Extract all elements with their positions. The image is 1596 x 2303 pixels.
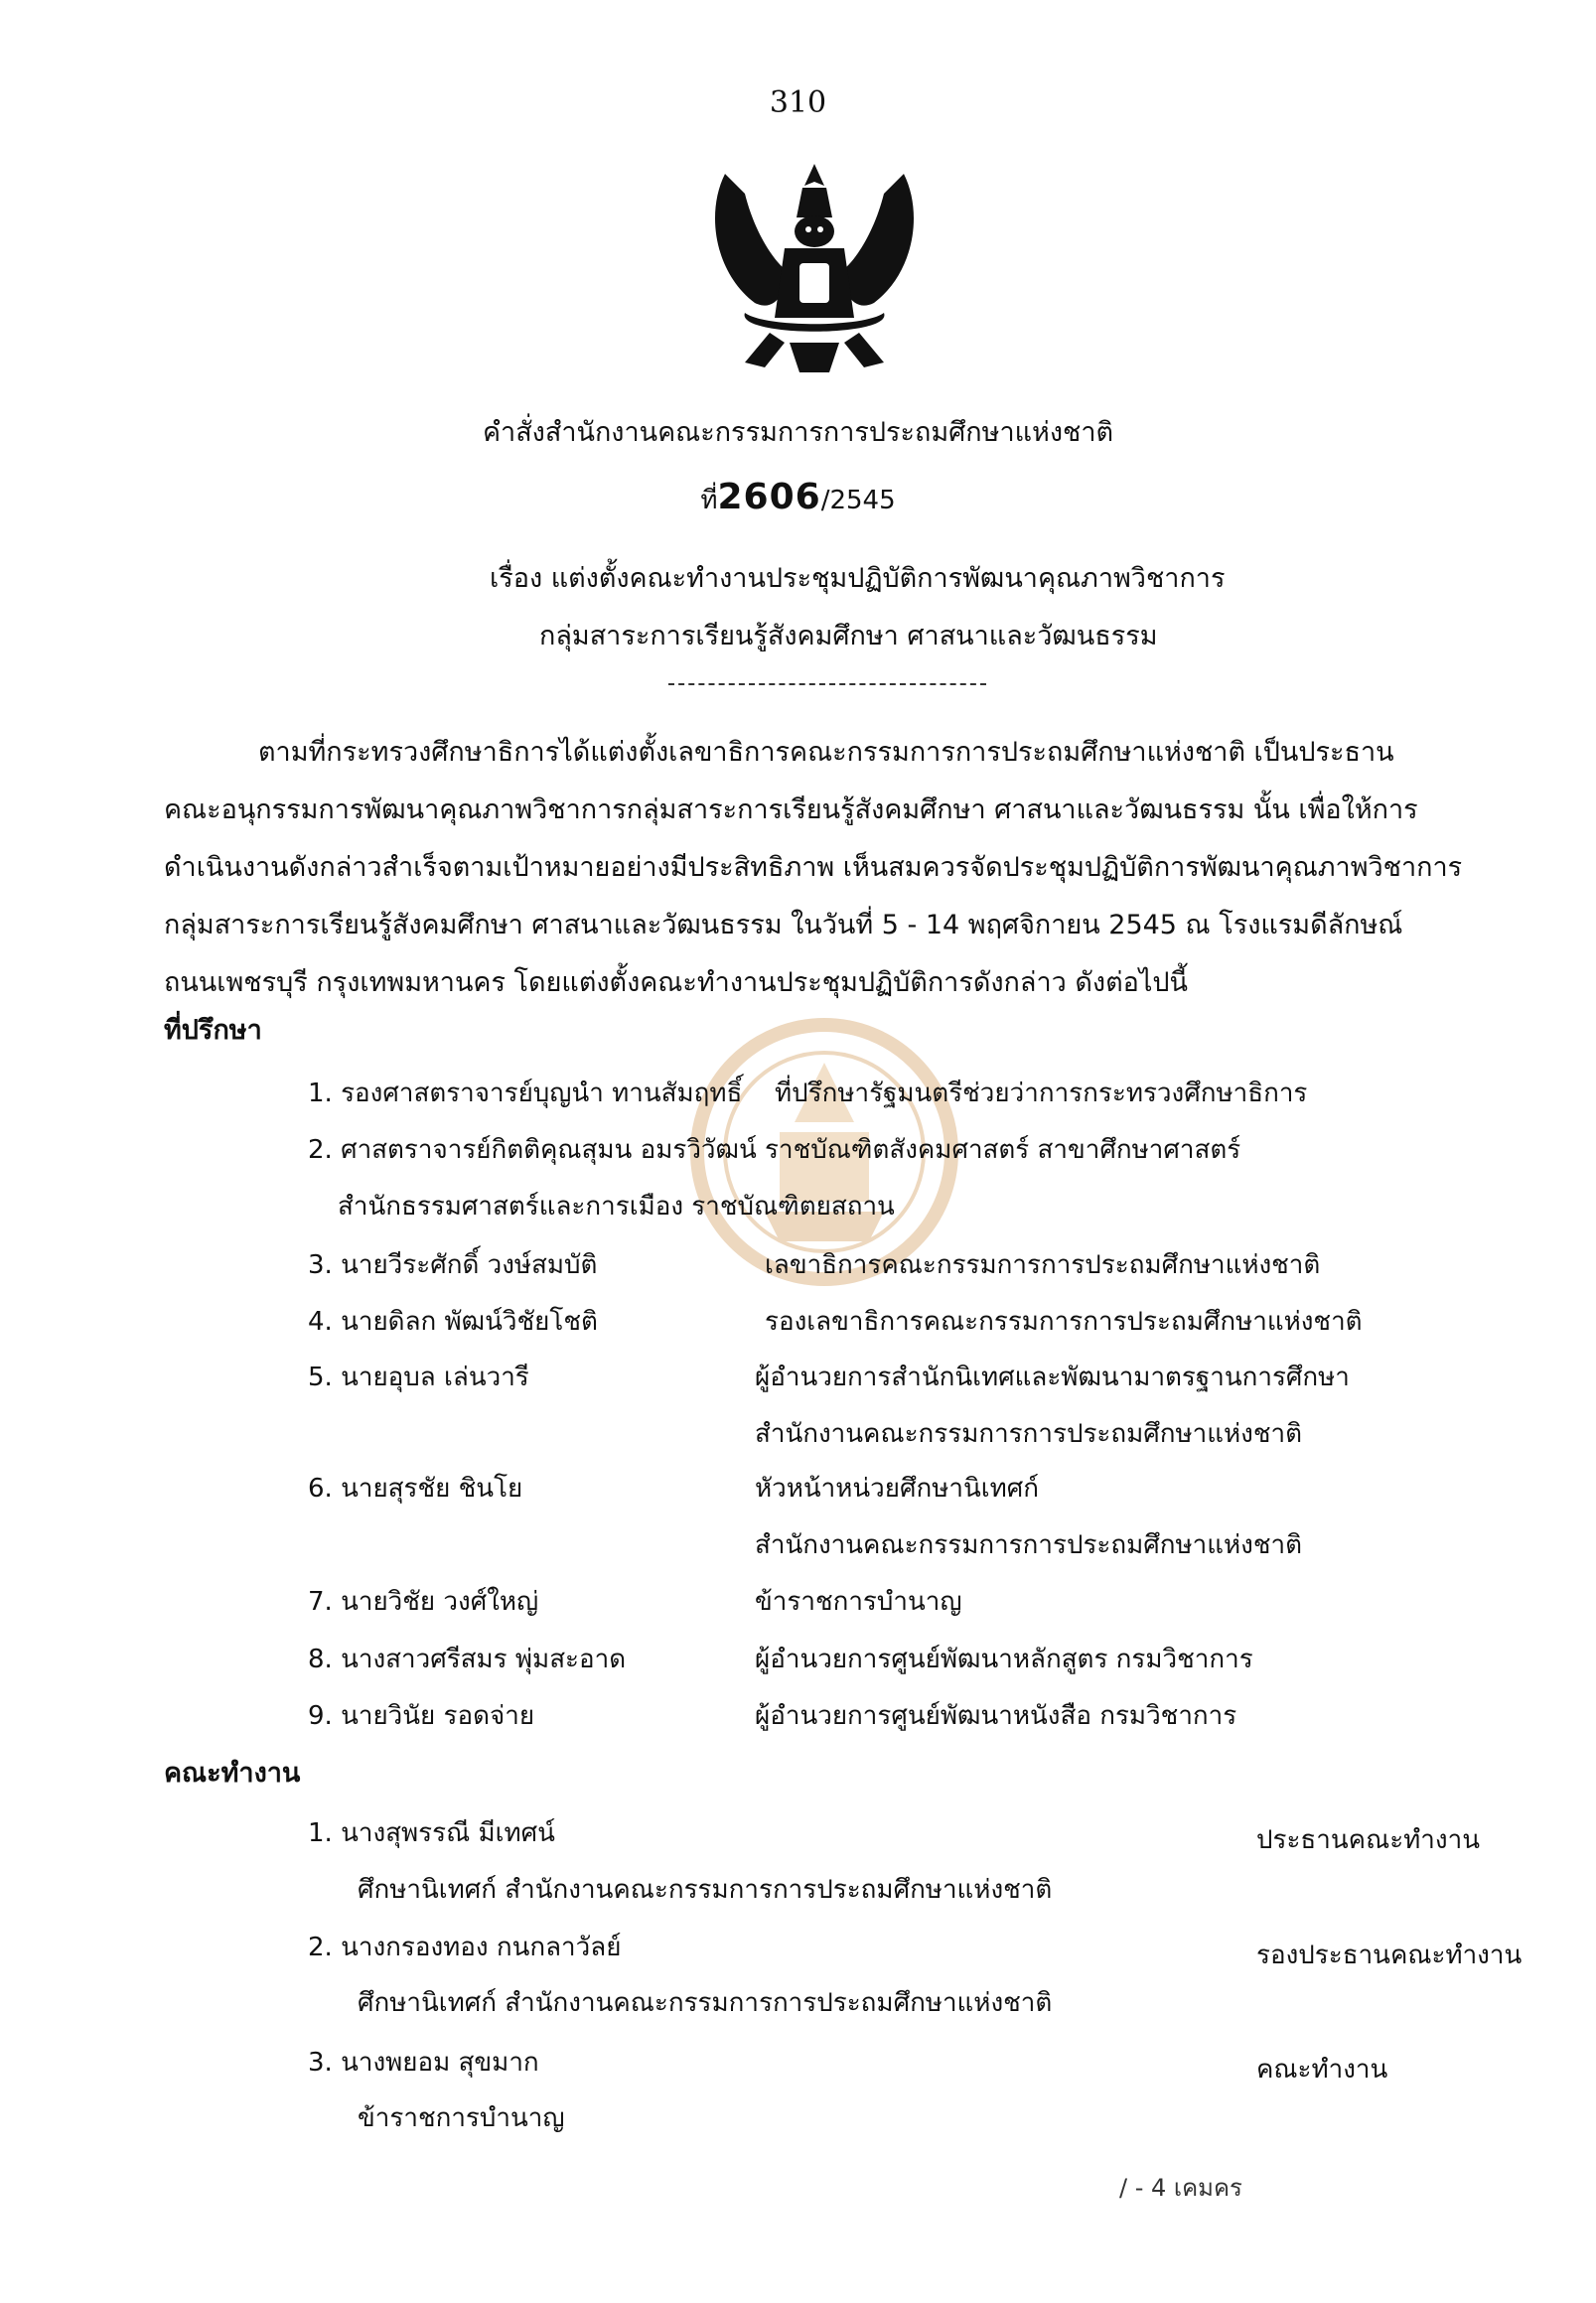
advisor-name: 5. นายอุบล เล่นวารี <box>308 1363 529 1392</box>
advisor-position: สำนักงานคณะกรรมการการประถมศึกษาแห่งชาติ <box>755 1419 1302 1449</box>
committee-member-detail: ศึกษานิเทศก์ สำนักงานคณะกรรมการการประถมศึกษาแห่งชาติ <box>358 1988 1053 2018</box>
body-line: ถนนเพชรบุรี กรุงเทพมหานคร โดยแต่งตั้งคณะทำงานประชุมปฏิบัติการดังกล่าว ดังต่อไปนี้ <box>164 967 1188 998</box>
committee-member-name: 1. นางสุพรรณี มีเทศน์ <box>308 1818 555 1848</box>
committee-heading: คณะทำงาน <box>164 1758 301 1789</box>
advisor-name: 1. รองศาสตราจารย์บุญนำ ทานสัมฤทธิ์ <box>308 1079 743 1108</box>
order-number-value: 2606 <box>717 477 821 517</box>
order-title: คำสั่งสำนักงานคณะกรรมการการประถมศึกษาแห่งชาติ <box>482 417 1114 448</box>
body-line: ดำเนินงานดังกล่าวสำเร็จตามเป้าหมายอย่างมีประสิทธิภาพ เห็นสมควรจัดประชุมปฏิบัติการพัฒนาคุณภาพวิชาการ <box>164 852 1463 883</box>
divider-rule <box>668 683 986 685</box>
advisor-position: ที่ปรึกษารัฐมนตรีช่วยว่าการกระทรวงศึกษาธิการ <box>775 1079 1308 1108</box>
advisor-name: 9. นายวินัย รอดจ่าย <box>308 1701 535 1731</box>
advisor-name: 3. นายวีระศักดิ์ วงษ์สมบัติ <box>308 1250 598 1280</box>
page-number: 310 <box>769 85 827 120</box>
garuda-emblem-icon <box>685 154 943 387</box>
order-number <box>0 477 1596 520</box>
committee-member-role: รองประธานคณะทำงาน <box>1256 1941 1523 1970</box>
subject-line-1: เรื่อง แต่งตั้งคณะทำงานประชุมปฏิบัติการพัฒนาคุณภาพวิชาการ <box>490 563 1226 594</box>
advisor-position: ผู้อำนวยการศูนย์พัฒนาหลักสูตร กรมวิชาการ <box>755 1645 1253 1674</box>
advisor-position: ผู้อำนวยการศูนย์พัฒนาหนังสือ กรมวิชาการ <box>755 1701 1237 1731</box>
order-number-year: /2545 <box>820 486 896 515</box>
body-line: ตามที่กระทรวงศึกษาธิการได้แต่งตั้งเลขาธิการคณะกรรมการการประถมศึกษาแห่งชาติ เป็นประธาน <box>258 737 1394 768</box>
committee-member-detail: ข้าราชการบำนาญ <box>358 2103 565 2133</box>
advisor-position: ผู้อำนวยการสำนักนิเทศและพัฒนามาตรฐานการศึกษา <box>755 1363 1350 1392</box>
body-line: กลุ่มสาระการเรียนรู้สังคมศึกษา ศาสนาและวัฒนธรรม ในวันที่ 5 - 14 พฤศจิกายน 2545 ณ โรงแรมดีลักษณ์ <box>164 910 1403 940</box>
advisor-position: สำนักงานคณะกรรมการการประถมศึกษาแห่งชาติ <box>755 1530 1302 1560</box>
page-continuation-note: / - 4 เคมคร <box>1119 2174 1242 2202</box>
committee-member-role: ประธานคณะทำงาน <box>1256 1825 1480 1855</box>
advisor-name-continued: สำนักธรรมศาสตร์และการเมือง ราชบัณฑิตยสถาน <box>338 1192 895 1222</box>
advisor-name: 2. ศาสตราจารย์กิตติคุณสุมน อมรวิวัฒน์ ราชบัณฑิตสังคมศาสตร์ สาขาศึกษาศาสตร์ <box>308 1135 1241 1165</box>
advisor-name: 7. นายวิชัย วงศ์ใหญ่ <box>308 1587 539 1617</box>
committee-member-name: 2. นางกรองทอง กนกลาวัลย์ <box>308 1933 622 1962</box>
advisors-heading: ที่ปรึกษา <box>164 1015 262 1046</box>
advisor-name: 4. นายดิลก พัฒน์วิชัยโชติ <box>308 1307 598 1337</box>
order-number-prefix: ที่ <box>700 486 718 515</box>
advisor-name: 6. นายสุรชัย ชินโย <box>308 1474 523 1504</box>
advisor-position: หัวหน้าหน่วยศึกษานิเทศก์ <box>755 1474 1040 1504</box>
advisor-position: เลขาธิการคณะกรรมการการประถมศึกษาแห่งชาติ <box>765 1250 1321 1280</box>
advisor-position: ข้าราชการบำนาญ <box>755 1587 962 1617</box>
committee-member-detail: ศึกษานิเทศก์ สำนักงานคณะกรรมการการประถมศึกษาแห่งชาติ <box>358 1875 1053 1905</box>
body-line: คณะอนุกรรมการพัฒนาคุณภาพวิชาการกลุ่มสาระการเรียนรู้สังคมศึกษา ศาสนาและวัฒนธรรม นั้น เพื่อให้การ <box>164 794 1418 825</box>
committee-member-name: 3. นางพยอม สุขมาก <box>308 2048 539 2078</box>
advisor-position: รองเลขาธิการคณะกรรมการการประถมศึกษาแห่งชาติ <box>765 1307 1363 1337</box>
advisor-name: 8. นางสาวศรีสมร พุ่มสะอาด <box>308 1645 627 1674</box>
committee-member-role: คณะทำงาน <box>1256 2055 1388 2085</box>
subject-line-2: กลุ่มสาระการเรียนรู้สังคมศึกษา ศาสนาและวัฒนธรรม <box>539 621 1158 651</box>
